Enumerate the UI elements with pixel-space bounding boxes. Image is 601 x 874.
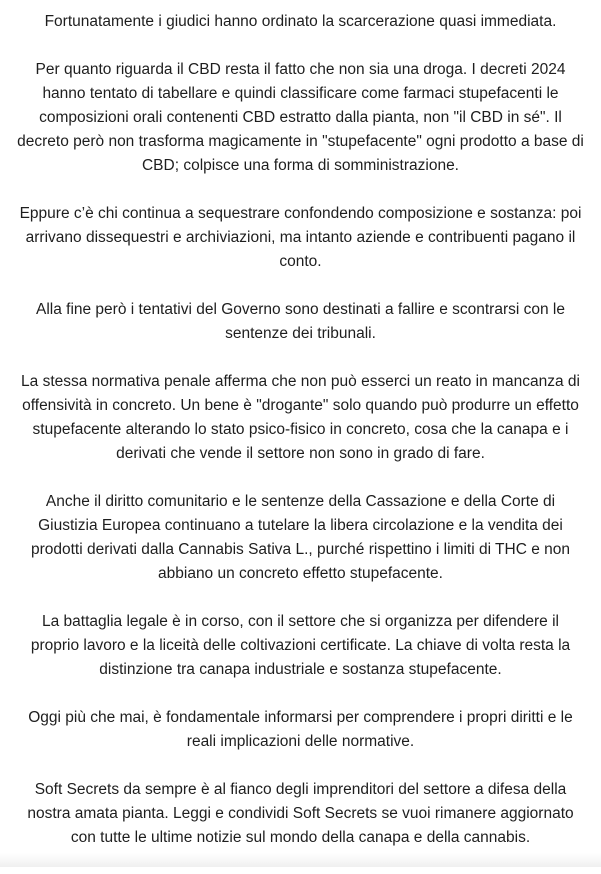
article-paragraph-8: Oggi più che mai, è fondamentale informarsi per comprendere i propri diritti e le reali implicazioni delle normative. bbox=[28, 709, 573, 750]
article-paragraph-1: Fortunatamente i giudici hanno ordinato la scarcerazione quasi immediata. bbox=[44, 13, 557, 30]
article-paragraph-6: Anche il diritto comunitario e le sentenze della Cassazione e della Corte di Giustizia Europea continuano a tutelare la libera circolazione e la vendita dei prodotti derivati dalla Cannabis Sativa L., purché rispettino i limiti di THC e non abbiano un concreto effetto stupefacente. bbox=[30, 493, 571, 582]
article-paragraph-5: La stessa normativa penale afferma che non può esserci un reato in mancanza di offensività in concreto. Un bene è "drogante" solo quando può produrre un effetto stupefacente alterando lo stato psico-fisico in concreto, cosa che la canapa e i derivati che vende il settore non sono in grado di fare. bbox=[21, 373, 580, 462]
article-paragraph-2: Per quanto riguarda il CBD resta il fatto che non sia una droga. I decreti 2024 hanno tentato di tabellare e quindi classificare come farmaci stupefacenti le composizioni orali contenenti CBD estratto dalla pianta, non "il CBD in sé". Il decreto però non trasforma magicamente in "stupefacente" ogni prodotto a base di CBD; colpisce una forma di somministrazione. bbox=[17, 61, 584, 174]
article-paragraph-7: La battaglia legale è in corso, con il settore che si organizza per difendere il proprio lavoro e la liceità delle coltivazioni certificate. La chiave di volta resta la distinzione tra canapa industriale e sostanza stupefacente. bbox=[30, 613, 571, 678]
bottom-fade bbox=[0, 853, 601, 867]
article-paragraph-4: Alla fine però i tentativi del Governo sono destinati a fallire e scontrarsi con le sentenze dei tribunali. bbox=[35, 301, 565, 342]
article-paragraph-9: Soft Secrets da sempre è al fianco degli imprenditori del settore a difesa della nostra amata pianta. Leggi e condividi Soft Secrets se vuoi rimanere aggiornato con tutte le ultime notizie sul mondo della canapa e della cannabis. bbox=[27, 781, 574, 846]
article-paragraph-3: Eppure c’è chi continua a sequestrare confondendo composizione e sostanza: poi arrivano dissequestri e archiviazioni, ma intanto aziende e contribuenti pagano il conto. bbox=[19, 205, 582, 270]
